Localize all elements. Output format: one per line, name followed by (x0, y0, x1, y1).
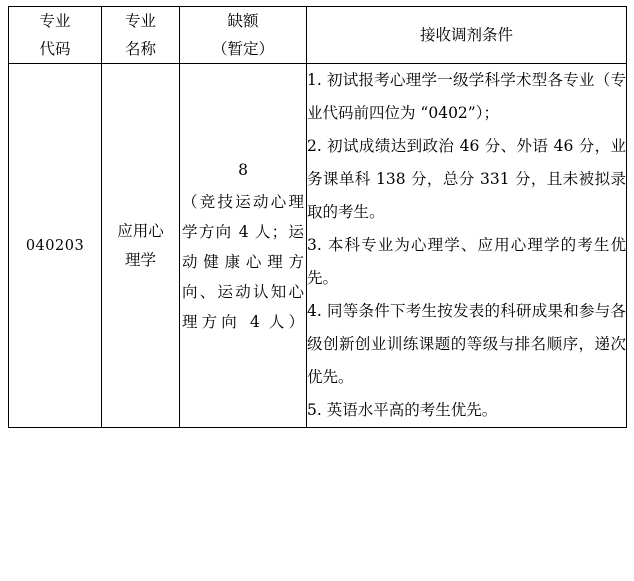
table-header (9, 7, 627, 64)
condition-item: 2. 初试成绩达到政治 46 分、外语 46 分，业务课单科 138 分，总分 331 分，且未被拟录取的考生。 (307, 137, 626, 221)
column-header-quota: 缺额 （暂定） (180, 7, 307, 64)
table-row (9, 64, 627, 428)
condition-item: 3. 本科专业为心理学、应用心理学的考生优先。 (307, 236, 626, 287)
condition-item: 1. 初试报考心理学一级学科学术型各专业（专业代码前四位为 “0402”）； (307, 71, 626, 122)
cell-major-name: 应用心 理学 (102, 64, 180, 428)
column-header-major-name: 专业 名称 (102, 7, 180, 64)
table-header-row (9, 7, 627, 64)
table-body (9, 64, 627, 428)
condition-item: 5. 英语水平高的考生优先。 (307, 401, 498, 419)
column-header-major-code: 专业 代码 (9, 7, 102, 64)
quota-number: 8 (238, 160, 248, 179)
document-page (0, 6, 634, 581)
cell-quota (180, 64, 307, 428)
admission-quota-table (8, 6, 627, 428)
cell-transfer-conditions (307, 64, 627, 428)
quota-detail: （竞技运动心理学方向 4 人；运动健康心理方向、运动认知心理方向 4 人） (182, 192, 304, 331)
column-header-transfer-conditions: 接收调剂条件 (307, 7, 627, 64)
cell-major-code: 040203 (9, 64, 102, 428)
condition-item: 4. 同等条件下考生按发表的科研成果和参与各级创新创业训练课题的等级与排名顺序，递次优先。 (307, 302, 626, 386)
